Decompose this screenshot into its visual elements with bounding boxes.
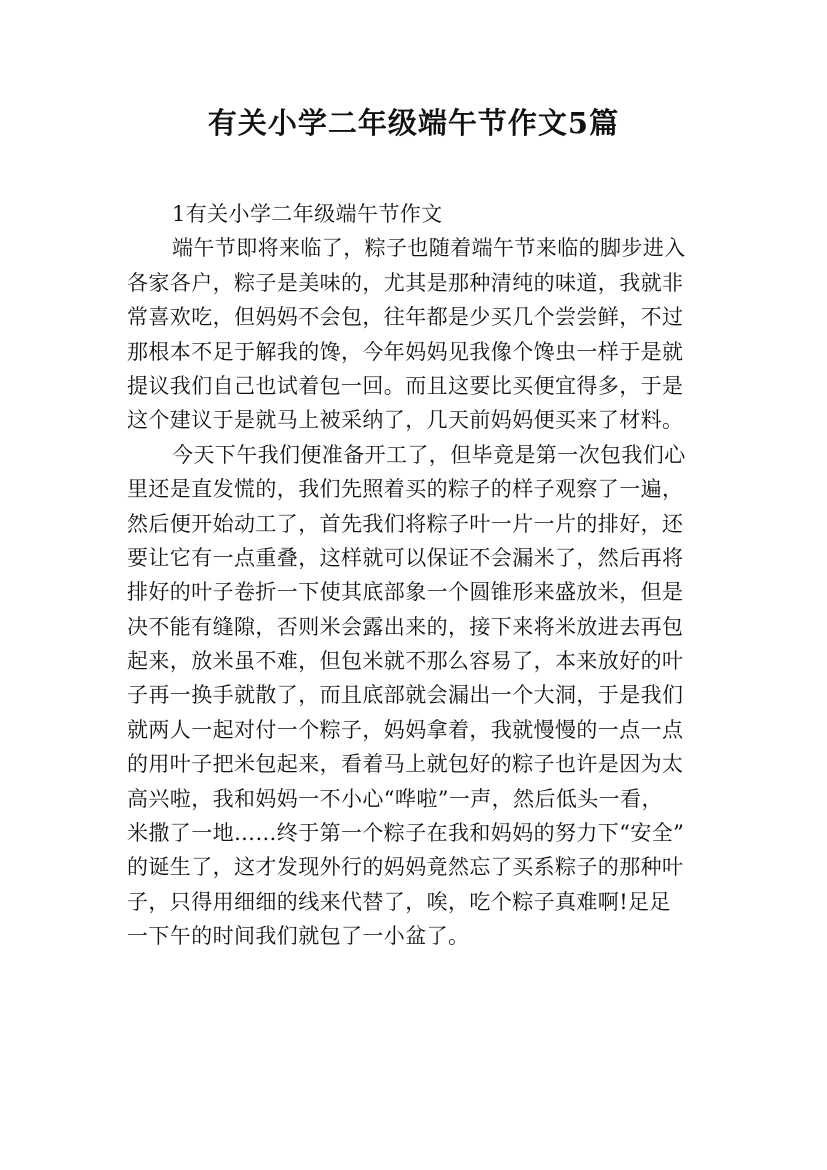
paragraph-line: 高兴啦，我和妈妈一不小心“哗啦”一声，然后低头一看， [127,786,663,811]
paragraph-line: 然后便开始动工了，首先我们将粽子叶一片一片的排好，还 [127,511,684,536]
paragraph-line: 这个建议于是就马上被采纳了，几天前妈妈便买来了材料。 [127,408,684,433]
paragraph-line: 决不能有缝隙，否则米会露出来的，接下来将米放进去再包 [127,614,684,639]
paragraph-line: 常喜欢吃，但妈妈不会包，往年都是少买几个尝尝鲜，不过 [127,305,684,330]
document-title: 有关小学二年级端午节作文5篇 [207,106,620,140]
paragraph-line: 就两人一起对付一个粽子，妈妈拿着，我就慢慢的一点一点 [127,717,684,742]
paragraph-line: 起来，放米虽不难，但包米就不那么容易了，本来放好的叶 [127,649,684,674]
paragraph-line: 端午节即将来临了，粽子也随着端午节来临的脚步进入 [172,236,686,261]
paragraph-line: 子再一换手就散了，而且底部就会漏出一个大洞，于是我们 [127,683,684,708]
paragraph-line: 米撒了一地……终于第一个粽子在我和妈妈的努力下“安全” [127,821,685,846]
paragraph-line: 今天下午我们便准备开工了，但毕竟是第一次包我们心 [172,442,686,467]
paragraph-line: 各家各户，粽子是美味的，尤其是那种清纯的味道，我就非 [127,270,684,295]
paragraph-line: 提议我们自己也试着包一回。而且这要比买便宜得多，于是 [127,373,684,398]
paragraph-line: 那根本不足于解我的馋，今年妈妈见我像个馋虫一样于是就 [127,339,684,364]
paragraph-line: 的诞生了，这才发现外行的妈妈竟然忘了买系粽子的那种叶 [127,855,684,880]
paragraph-line: 一下午的时间我们就包了一小盆了。 [127,924,470,949]
paragraph-line: 要让它有一点重叠，这样就可以保证不会漏米了，然后再将 [127,545,684,570]
paragraph-line: 排好的叶子卷折一下使其底部象一个圆锥形来盛放米，但是 [127,580,684,605]
paragraph-line: 子，只得用细细的线来代替了，唉，吃个粽子真难啊!足足 [127,889,671,914]
paragraph-line: 的用叶子把米包起来，看着马上就包好的粽子也许是因为太 [127,752,684,777]
essay-body [127,197,727,954]
paragraph-line: 里还是直发慌的，我们先照着买的粽子的样子观察了一遍， [127,477,684,502]
section-heading: 1有关小学二年级端午节作文 [172,202,443,226]
